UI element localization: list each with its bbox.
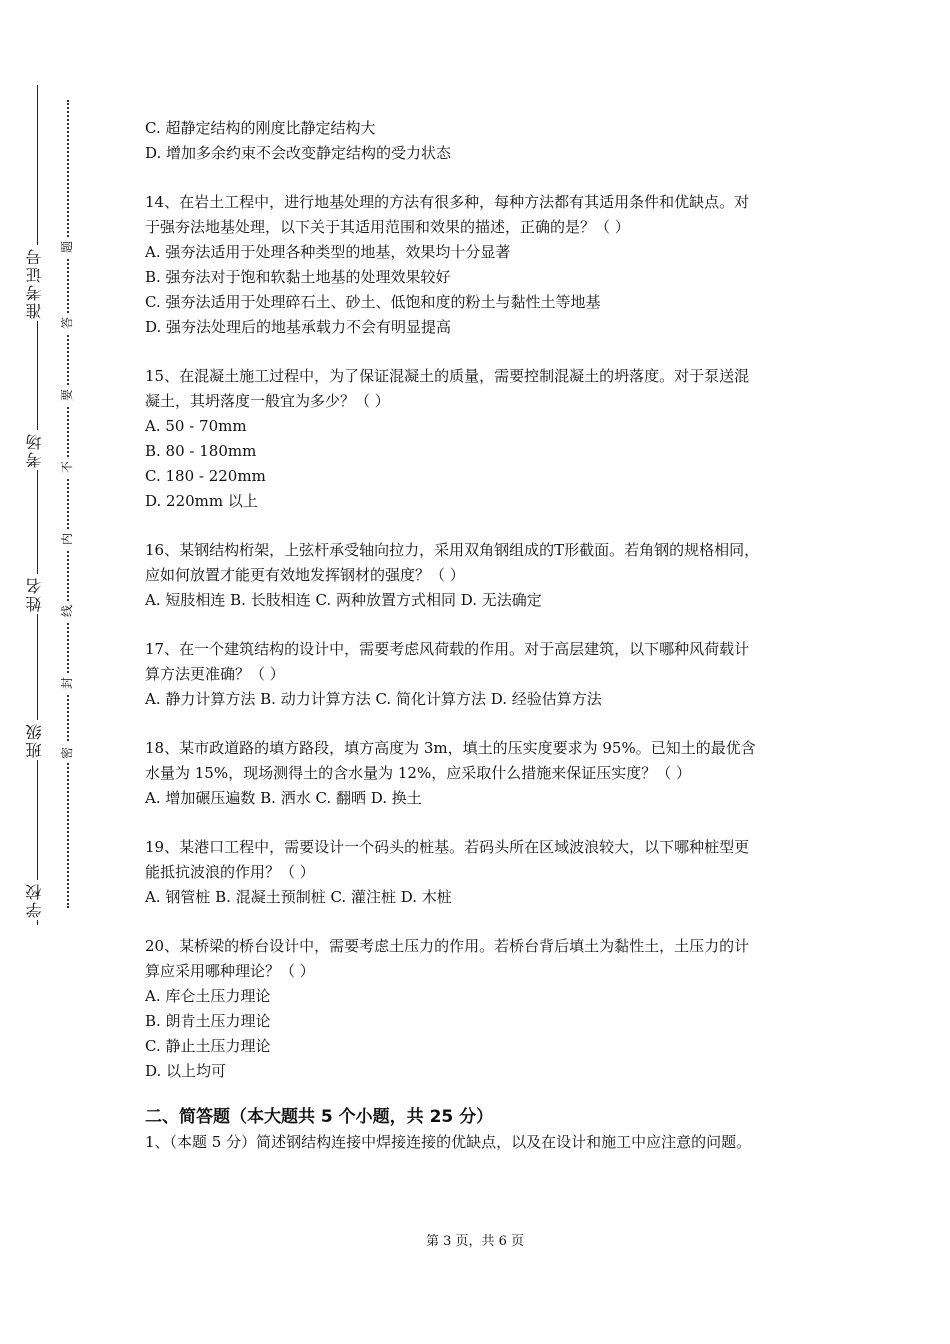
question-stem: 算方法更准确？（ ） xyxy=(145,665,285,683)
option-line: D. 强夯法处理后的地基承载力不会有明显提高 xyxy=(145,318,452,336)
seal-char: 线 xyxy=(60,601,74,621)
option-line: A. 短肢相连 B. 长肢相连 C. 两种放置方式相同 D. 无法确定 xyxy=(145,591,542,609)
question-13-tail xyxy=(145,116,815,166)
field-exam-room: 考场 xyxy=(23,430,53,470)
question-stem: 16、某钢结构桁架，上弦杆承受轴向拉力，采用双角钢组成的T形截面。若角钢的规格相同， xyxy=(145,541,760,559)
binding-solid-line xyxy=(37,85,38,925)
question-stem: 14、在岩土工程中，进行地基处理的方法有很多种，每种方法都有其适用条件和优缺点。对 xyxy=(145,193,750,211)
option-line: C. 强夯法适用于处理碎石土、砂土、低饱和度的粉土与黏性土等地基 xyxy=(145,293,601,311)
option-line: D. 增加多余约束不会改变静定结构的受力状态 xyxy=(145,144,452,162)
option-line: B. 朗肯土压力理论 xyxy=(145,1012,271,1030)
option-line: A. 静力计算方法 B. 动力计算方法 C. 简化计算方法 D. 经验估算方法 xyxy=(145,690,602,708)
question-15 xyxy=(145,364,815,514)
option-line: A. 强夯法适用于处理各种类型的地基，效果均十分显著 xyxy=(145,243,511,261)
seal-char: 不 xyxy=(60,457,74,477)
seal-char: 封 xyxy=(60,673,74,693)
seal-dotted-line xyxy=(67,100,69,908)
question-stem: 20、某桥梁的桥台设计中，需要考虑土压力的作用。若桥台背后填土为黏性土，土压力的计 xyxy=(145,937,750,955)
option-line: A. 库仑土压力理论 xyxy=(145,987,271,1005)
option-line: C. 180 - 220mm xyxy=(145,467,266,485)
field-school: 学校 xyxy=(23,880,53,920)
option-line: C. 静止土压力理论 xyxy=(145,1037,271,1055)
field-class: 班级 xyxy=(23,720,53,760)
option-line: A. 增加碾压遍数 B. 洒水 C. 翻晒 D. 换土 xyxy=(145,789,422,807)
seal-char: 答 xyxy=(60,313,74,333)
option-line: D. 以上均可 xyxy=(145,1062,227,1080)
question-stem: 水量为 15%，现场测得土的含水量为 12%，应采取什么措施来保证压实度？（ ） xyxy=(145,764,691,782)
option-line: B. 强夯法对于饱和软黏土地基的处理效果较好 xyxy=(145,268,451,286)
question-stem: 17、在一个建筑结构的设计中，需要考虑风荷载的作用。对于高层建筑，以下哪种风荷载计 xyxy=(145,640,750,658)
option-line: B. 80 - 180mm xyxy=(145,442,257,460)
field-name: 姓名 xyxy=(23,574,53,614)
question-17 xyxy=(145,637,815,712)
option-line: A. 钢管桩 B. 混凝土预制桩 C. 灌注桩 D. 木桩 xyxy=(145,888,452,906)
question-18 xyxy=(145,736,815,811)
page-footer: 第 3 页，共 6 页 xyxy=(425,1234,525,1249)
field-admission-number: 准考证号 xyxy=(23,245,53,321)
question-16 xyxy=(145,538,815,613)
option-line: C. 超静定结构的刚度比静定结构大 xyxy=(145,119,376,137)
question-content xyxy=(145,116,815,1155)
short-answer-question-1: 1、（本题 5 分）简述钢结构连接中焊接连接的优缺点，以及在设计和施工中应注意的问题。 xyxy=(145,1133,752,1151)
question-20 xyxy=(145,934,815,1084)
option-line: A. 50 - 70mm xyxy=(145,417,247,435)
question-stem: 于强夯法地基处理，以下关于其适用范围和效果的描述，正确的是？（ ） xyxy=(145,218,630,236)
question-stem: 算应采用哪种理论？（ ） xyxy=(145,962,315,980)
question-19 xyxy=(145,835,815,910)
seal-char: 密 xyxy=(60,743,74,763)
option-line: D. 220mm 以上 xyxy=(145,492,258,510)
question-stem: 19、某港口工程中，需要设计一个码头的桩基。若码头所在区域波浪较大，以下哪种桩型更 xyxy=(145,838,750,856)
question-stem: 18、某市政道路的填方路段，填方高度为 3m，填土的压实度要求为 95%。已知土的最优含 xyxy=(145,739,756,757)
question-14 xyxy=(145,190,815,340)
seal-char: 要 xyxy=(60,385,74,405)
seal-char: 题 xyxy=(60,237,74,257)
binding-margin xyxy=(0,0,110,1344)
question-stem: 凝土，其坍落度一般宜为多少？（ ） xyxy=(145,392,390,410)
section-2-title: 二、简答题（本大题共 5 个小题，共 25 分） xyxy=(145,1107,494,1127)
question-stem: 应如何放置才能更有效地发挥钢材的强度？（ ） xyxy=(145,566,465,584)
seal-char: 内 xyxy=(60,529,74,549)
question-stem: 能抵抗波浪的作用？（ ） xyxy=(145,863,315,881)
question-stem: 15、在混凝土施工过程中，为了保证混凝土的质量，需要控制混凝土的坍落度。对于泵送混 xyxy=(145,367,750,385)
